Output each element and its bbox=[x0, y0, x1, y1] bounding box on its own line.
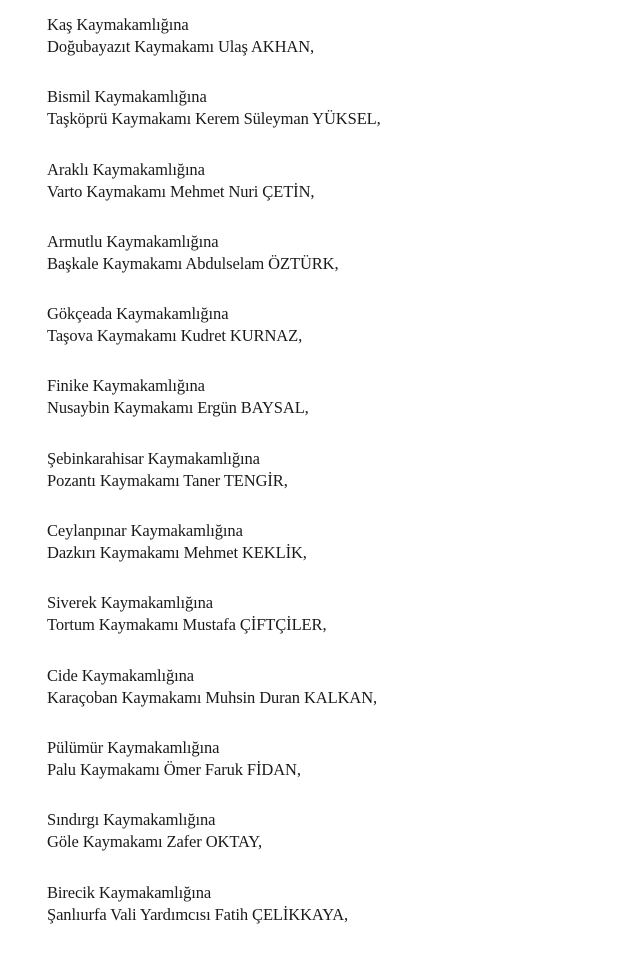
appointee-line: Doğubayazıt Kaymakamı Ulaş AKHAN, bbox=[47, 37, 315, 56]
office-line: Ceylanpınar Kaymakamlığına bbox=[47, 521, 243, 541]
appointment-list bbox=[47, 14, 627, 954]
office-line: Sındırgı Kaymakamlığına bbox=[47, 810, 216, 830]
office-line: Bismil Kaymakamlığına bbox=[47, 87, 207, 107]
appointee-line: Şanlıurfa Vali Yardımcısı Fatih ÇELİKKAYA, bbox=[47, 904, 349, 924]
office-line: Cide Kaymakamlığına bbox=[47, 665, 195, 685]
appointee-line: Nusaybin Kaymakamı Ergün BAYSAL, bbox=[47, 398, 309, 418]
office-line: Siverek Kaymakamlığına bbox=[47, 593, 213, 613]
office-line: Birecik Kaymakamlığına bbox=[47, 882, 212, 902]
appointee-line: Göle Kaymakamı Zafer OKTAY, bbox=[47, 832, 263, 852]
office-line: Araklı Kaymakamlığına bbox=[47, 159, 205, 179]
appointee-line: Palu Kaymakamı Ömer Faruk FİDAN, bbox=[47, 759, 301, 779]
appointment-entry bbox=[47, 665, 627, 737]
appointee-line: Tortum Kaymakamı Mustafa ÇİFTÇİLER, bbox=[47, 615, 327, 635]
appointment-entry bbox=[47, 809, 627, 881]
office-line: Şebinkarahisar Kaymakamlığına bbox=[47, 448, 260, 468]
appointee-line: Taşköprü Kaymakamı Kerem Süleyman YÜKSEL, bbox=[47, 109, 381, 129]
appointment-entry bbox=[47, 14, 627, 86]
appointment-entry bbox=[47, 86, 627, 158]
appointment-entry bbox=[47, 303, 627, 375]
appointee-line: Dazkırı Kaymakamı Mehmet KEKLİK, bbox=[47, 543, 307, 563]
appointment-entry bbox=[47, 231, 627, 303]
office-line: Pülümür Kaymakamlığına bbox=[47, 737, 220, 757]
appointee-line: Varto Kaymakamı Mehmet Nuri ÇETİN, bbox=[47, 181, 315, 201]
appointee-line: Karaçoban Kaymakamı Muhsin Duran KALKAN, bbox=[47, 687, 378, 707]
office-line: Gökçeada Kaymakamlığına bbox=[47, 304, 229, 324]
office-line: Finike Kaymakamlığına bbox=[47, 376, 205, 396]
appointment-entry bbox=[47, 448, 627, 520]
office-line: Armutlu Kaymakamlığına bbox=[47, 231, 219, 251]
office-line: Kaş Kaymakamlığına bbox=[47, 15, 189, 34]
appointment-entry bbox=[47, 375, 627, 447]
appointee-line: Taşova Kaymakamı Kudret KURNAZ, bbox=[47, 326, 303, 346]
appointment-entry bbox=[47, 882, 627, 954]
appointee-line: Pozantı Kaymakamı Taner TENGİR, bbox=[47, 470, 288, 490]
appointee-line: Başkale Kaymakamı Abdulselam ÖZTÜRK, bbox=[47, 253, 339, 273]
appointment-entry bbox=[47, 737, 627, 809]
appointment-entry bbox=[47, 159, 627, 231]
appointment-entry bbox=[47, 520, 627, 592]
appointment-entry bbox=[47, 592, 627, 664]
